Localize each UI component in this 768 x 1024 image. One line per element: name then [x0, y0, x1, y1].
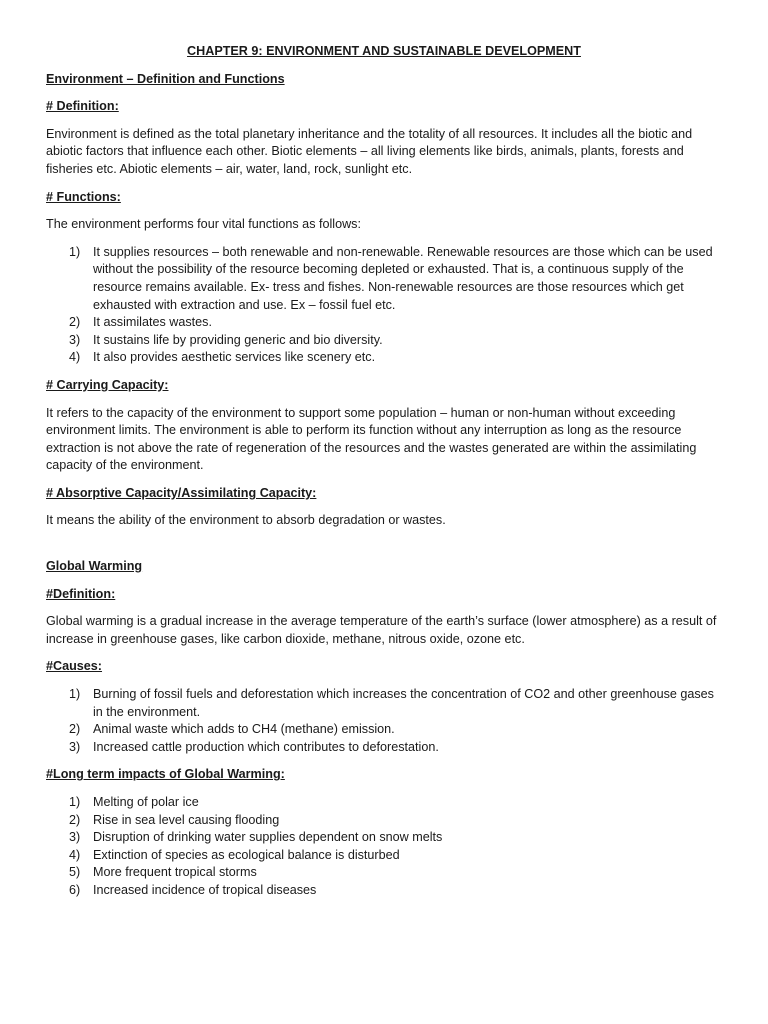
- document-page: [46, 43, 722, 910]
- list-number: 3): [69, 739, 81, 754]
- list-number: 1): [69, 795, 81, 809]
- list-item: [46, 864, 722, 882]
- list-text: It assimilates wastes.: [93, 315, 212, 330]
- list-number: 2): [69, 812, 81, 827]
- list-text: Increased incidence of tropical diseases: [93, 882, 317, 897]
- functions-heading: # Functions:: [46, 189, 121, 204]
- functions-intro: The environment performs four vital functions as follows:: [46, 217, 361, 232]
- list-text: Increased cattle production which contributes to deforestation.: [93, 739, 439, 754]
- list-text: Disruption of drinking water supplies dependent on snow melts: [93, 830, 443, 845]
- gw-definition-paragraph: Global warming is a gradual increase in the average temperature of the earth’s surface (lower atmosphere) as a result of increase in greenhouse gases, like carbon dioxide, methane, nitrous oxide, ozone etc.: [46, 614, 717, 646]
- list-text: Extinction of species as ecological balance is disturbed: [93, 847, 400, 862]
- list-text: It sustains life by providing generic and bio diversity.: [93, 332, 383, 347]
- list-text: It supplies resources – both renewable and non-renewable. Renewable resources are those which can be used without the possibility of the resource becoming depleted or exhausted. That is, a continuous supply of the resource remains available. Ex- tress and fishes. Non-renewable resources are those resources which get exhausted with extraction and use. Ex – fossil fuel etc.: [93, 244, 713, 312]
- absorptive-capacity-heading: # Absorptive Capacity/Assimilating Capacity:: [46, 485, 317, 500]
- list-text: Melting of polar ice: [93, 795, 199, 809]
- list-item: [46, 332, 722, 350]
- list-number: 4): [69, 847, 81, 862]
- definition-heading: # Definition:: [46, 99, 119, 114]
- absorptive-capacity-paragraph: It means the ability of the environment to absorb degradation or wastes.: [46, 513, 446, 528]
- list-text: More frequent tropical storms: [93, 865, 257, 880]
- section-heading-global-warming: Global Warming: [46, 559, 143, 574]
- list-number: 1): [69, 244, 81, 259]
- list-item: [46, 314, 722, 332]
- list-item: [46, 812, 722, 830]
- list-number: 1): [69, 687, 81, 702]
- list-text: Burning of fossil fuels and deforestation which increases the concentration of CO2 and other greenhouse gases in the environment.: [93, 687, 714, 719]
- carrying-capacity-heading: # Carrying Capacity:: [46, 377, 169, 392]
- list-item: [46, 349, 722, 367]
- list-item: [46, 739, 722, 757]
- causes-list: [46, 686, 722, 756]
- list-number: 3): [69, 332, 81, 347]
- list-number: 2): [69, 315, 81, 330]
- list-text: Animal waste which adds to CH4 (methane) emission.: [93, 722, 395, 737]
- causes-heading: #Causes:: [46, 659, 103, 674]
- list-number: 2): [69, 722, 81, 737]
- impacts-heading: #Long term impacts of Global Warming:: [46, 767, 285, 782]
- list-number: 4): [69, 350, 81, 365]
- list-item: [46, 794, 722, 812]
- impacts-list: [46, 794, 722, 900]
- list-item: [46, 686, 722, 721]
- chapter-title: CHAPTER 9: ENVIRONMENT AND SUSTAINABLE DEVELOPMENT: [187, 44, 581, 58]
- carrying-capacity-paragraph: It refers to the capacity of the environment to support some population – human or non-human without exceeding environment limits. The environment is able to perform its function without any interruption as long as the resource extraction is not above the rate of regeneration of the resources and the wastes generated are within the assimilating capacity of the environment.: [46, 405, 697, 473]
- list-item: [46, 829, 722, 847]
- list-text: Rise in sea level causing flooding: [93, 812, 280, 827]
- list-number: 3): [69, 830, 81, 845]
- gw-definition-heading: #Definition:: [46, 586, 116, 601]
- list-item: [46, 847, 722, 865]
- list-item: [46, 882, 722, 900]
- list-number: 5): [69, 865, 81, 880]
- list-number: 6): [69, 882, 81, 897]
- section-heading-environment: Environment – Definition and Functions: [46, 71, 285, 86]
- list-item: [46, 244, 722, 314]
- definition-paragraph: Environment is defined as the total planetary inheritance and the totality of all resources. It includes all the biotic and abiotic factors that influence each other. Biotic elements – all living elements like birds, animals, plants, forests and fisheries etc. Abiotic elements – air, water, land, rock, sunlight etc.: [46, 126, 693, 176]
- functions-list: [46, 244, 722, 367]
- list-text: It also provides aesthetic services like scenery etc.: [93, 350, 376, 365]
- list-item: [46, 721, 722, 739]
- section-spacer: [46, 540, 722, 558]
